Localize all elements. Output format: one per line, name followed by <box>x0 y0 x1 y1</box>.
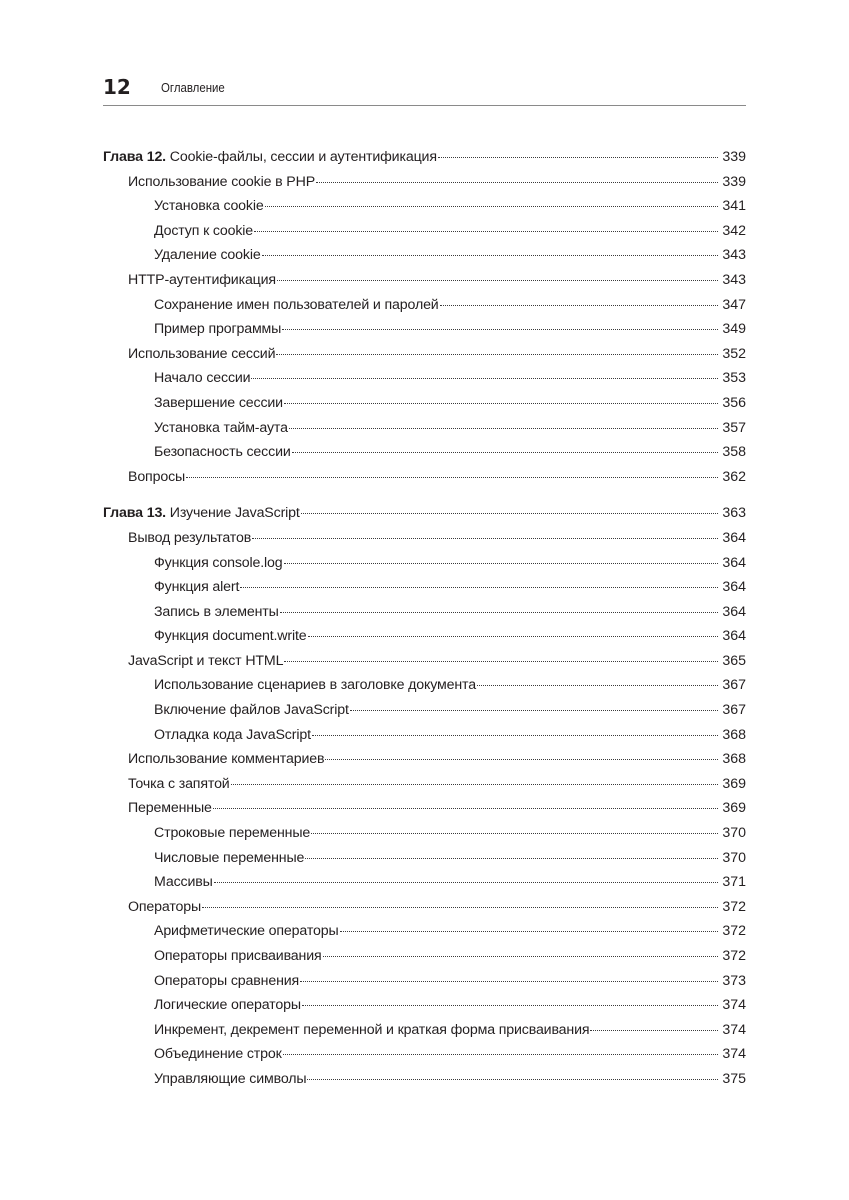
toc-entry-title: Операторы <box>128 898 202 915</box>
toc-section[interactable] <box>103 526 746 551</box>
toc-section[interactable] <box>103 268 746 293</box>
toc-entry-title: Точка с запятой <box>128 775 230 792</box>
toc-entry-title: Безопасность сессии <box>154 444 291 461</box>
dot-leader <box>262 255 718 256</box>
toc-subsection[interactable] <box>103 575 746 600</box>
dot-leader <box>231 784 718 785</box>
toc-entry-title: Установка тайм-аута <box>154 419 288 436</box>
toc-subsection[interactable] <box>103 944 746 969</box>
dot-leader <box>276 354 718 355</box>
toc-subsection[interactable] <box>103 821 746 846</box>
toc-entry-title: Отладка кода JavaScript <box>154 726 311 743</box>
toc-subsection[interactable] <box>103 846 746 871</box>
toc-entry-title: Доступ к cookie <box>154 222 254 239</box>
toc-entry-title: Инкремент, декремент переменной и краткая форма присваивания <box>154 1021 590 1038</box>
toc-entry-title: Массивы <box>154 874 213 891</box>
toc-entry-title: Числовые переменные <box>154 849 305 866</box>
toc-subsection[interactable] <box>103 870 746 895</box>
toc-entry-title: HTTP-аутентификация <box>128 271 276 288</box>
toc-page-number: 343 <box>722 271 746 288</box>
dot-leader <box>213 808 718 809</box>
toc-subsection[interactable] <box>103 698 746 723</box>
toc-page-number: 370 <box>722 825 746 842</box>
toc-page-number: 371 <box>722 874 746 891</box>
dot-leader <box>277 280 718 281</box>
dot-leader <box>252 538 718 539</box>
toc-subsection[interactable] <box>103 673 746 698</box>
toc-page-number: 364 <box>722 554 746 571</box>
toc-page-number: 363 <box>722 505 746 522</box>
toc-page-number: 368 <box>722 726 746 743</box>
toc-page-number: 372 <box>722 948 746 964</box>
toc-entry-title: Арифметические операторы <box>154 923 339 940</box>
toc-subsection[interactable] <box>103 366 746 391</box>
toc-page-number: 353 <box>722 370 746 387</box>
toc-page-number: 370 <box>722 849 746 866</box>
toc-page-number: 364 <box>722 603 746 620</box>
toc-page-number: 342 <box>722 222 746 239</box>
toc-entry-title <box>103 145 437 170</box>
dot-leader <box>289 428 718 429</box>
toc-page-number: 375 <box>722 1070 746 1087</box>
toc-entry-title: Объединение строк <box>154 1046 282 1063</box>
toc-entry-title: Функция document.write <box>154 628 307 645</box>
dot-leader <box>283 1054 718 1055</box>
chapter-title: Изучение JavaScript <box>169 505 300 522</box>
dot-leader <box>312 735 718 736</box>
toc-entry-title: Включение файлов JavaScript <box>154 702 349 719</box>
toc-subsection[interactable] <box>103 919 746 944</box>
toc-page-number: 374 <box>722 1046 746 1063</box>
toc-page-number: 356 <box>722 394 746 411</box>
dot-leader <box>340 931 718 932</box>
toc-page-number: 364 <box>722 628 746 645</box>
toc-chapter <box>103 501 746 1091</box>
toc-subsection[interactable] <box>103 243 746 268</box>
toc-entry-title: JavaScript и текст HTML <box>128 652 284 669</box>
toc-subsection[interactable] <box>103 1042 746 1067</box>
chapter-label: Глава 12. <box>103 149 166 165</box>
toc-entry-title: Операторы сравнения <box>154 972 300 989</box>
toc-page-number: 369 <box>722 800 746 817</box>
toc-section[interactable] <box>103 796 746 821</box>
dot-leader <box>302 1005 718 1006</box>
toc-subsection[interactable] <box>103 293 746 318</box>
toc-chapter <box>103 145 746 489</box>
toc-entry-title: Операторы присваивания <box>154 948 322 964</box>
toc-section[interactable] <box>103 895 746 920</box>
dot-leader <box>311 833 718 834</box>
toc-section[interactable] <box>103 747 746 772</box>
toc-page-number: 367 <box>722 702 746 719</box>
dot-leader <box>292 452 718 453</box>
toc-entry-title: Завершение сессии <box>154 394 283 411</box>
running-title: Оглавление <box>161 80 225 95</box>
dot-leader <box>438 157 718 158</box>
dot-leader <box>316 182 718 183</box>
toc-page-number: 364 <box>722 579 746 596</box>
toc-page-number: 339 <box>722 149 746 165</box>
chapter-label: Глава 13. <box>103 505 166 522</box>
toc-page-number: 349 <box>722 321 746 338</box>
toc-page-number: 372 <box>722 898 746 915</box>
toc-entry-title: Вывод результатов <box>128 529 252 546</box>
toc-entry-title: Использование cookie в PHP <box>128 173 316 190</box>
toc-page-number: 343 <box>722 247 746 264</box>
toc-section[interactable] <box>103 649 746 674</box>
toc-entry-title: Строковые переменные <box>154 825 311 842</box>
dot-leader <box>186 477 718 478</box>
toc-entry-title: Использование сессий <box>128 345 276 362</box>
toc-entry-title <box>103 501 300 526</box>
dot-leader <box>214 882 718 883</box>
header-divider <box>103 105 746 106</box>
toc-subsection[interactable] <box>103 219 746 244</box>
toc-entry-title: Использование сценариев в заголовке документа <box>154 677 476 694</box>
toc-entry-title: Начало сессии <box>154 370 251 387</box>
dot-leader <box>284 403 718 404</box>
table-of-contents <box>103 145 746 1104</box>
toc-subsection[interactable] <box>103 391 746 416</box>
toc-entry-title: Удаление cookie <box>154 247 261 264</box>
toc-entry-title: Пример программы <box>154 321 282 338</box>
dot-leader <box>323 956 718 957</box>
chapter-title: Cookie-файлы, сессии и аутентификация <box>169 149 437 165</box>
toc-subsection[interactable] <box>103 317 746 342</box>
toc-page-number: 373 <box>722 972 746 989</box>
dot-leader <box>590 1030 718 1031</box>
toc-subsection[interactable] <box>103 194 746 219</box>
dot-leader <box>308 636 719 637</box>
toc-page-number: 367 <box>722 677 746 694</box>
dot-leader <box>251 378 718 379</box>
dot-leader <box>440 305 718 306</box>
toc-page-number: 364 <box>722 529 746 546</box>
toc-section[interactable] <box>103 342 746 367</box>
toc-entry-title: Переменные <box>128 800 212 817</box>
toc-page-number: 341 <box>722 198 746 215</box>
dot-leader <box>284 661 718 662</box>
toc-section[interactable] <box>103 170 746 195</box>
toc-page-number: 339 <box>722 173 746 190</box>
toc-subsection[interactable] <box>103 1067 746 1092</box>
toc-subsection[interactable] <box>103 416 746 441</box>
dot-leader <box>202 907 718 908</box>
toc-chapter-heading[interactable] <box>103 501 746 526</box>
toc-section[interactable] <box>103 772 746 797</box>
toc-entry-title: Установка cookie <box>154 198 264 215</box>
dot-leader <box>301 513 718 514</box>
toc-subsection[interactable] <box>103 1018 746 1043</box>
toc-subsection[interactable] <box>103 969 746 994</box>
toc-section[interactable] <box>103 465 746 490</box>
toc-page-number: 368 <box>722 751 746 768</box>
toc-chapter-heading[interactable] <box>103 145 746 170</box>
page-header <box>103 74 746 106</box>
toc-subsection[interactable] <box>103 723 746 748</box>
toc-entry-title: Управляющие символы <box>154 1070 307 1087</box>
toc-page-number: 358 <box>722 444 746 461</box>
dot-leader <box>254 231 718 232</box>
toc-page-number: 369 <box>722 775 746 792</box>
dot-leader <box>282 329 718 330</box>
toc-entry-title: Функция alert <box>154 579 240 596</box>
dot-leader <box>240 587 718 588</box>
toc-page-number: 374 <box>722 997 746 1014</box>
toc-page-number: 347 <box>722 296 746 313</box>
page-number: 12 <box>103 75 131 99</box>
dot-leader <box>305 858 718 859</box>
toc-entry-title: Запись в элементы <box>154 603 279 620</box>
dot-leader <box>325 759 718 760</box>
toc-subsection[interactable] <box>103 600 746 625</box>
dot-leader <box>350 710 718 711</box>
toc-subsection[interactable] <box>103 624 746 649</box>
toc-entry-title: Использование комментариев <box>128 751 325 768</box>
toc-page-number: 352 <box>722 345 746 362</box>
toc-subsection[interactable] <box>103 551 746 576</box>
toc-entry-title: Логические операторы <box>154 997 301 1014</box>
toc-page-number: 362 <box>722 468 746 485</box>
toc-entry-title: Сохранение имен пользователей и паролей <box>154 296 439 313</box>
dot-leader <box>477 685 718 686</box>
toc-entry-title: Функция console.log <box>154 554 283 571</box>
toc-subsection[interactable] <box>103 440 746 465</box>
dot-leader <box>265 206 718 207</box>
dot-leader <box>307 1079 718 1080</box>
toc-page-number: 372 <box>722 923 746 940</box>
toc-page-number: 365 <box>722 652 746 669</box>
toc-entry-title: Вопросы <box>128 468 186 485</box>
toc-subsection[interactable] <box>103 993 746 1018</box>
dot-leader <box>300 981 718 982</box>
toc-page-number: 357 <box>722 419 746 436</box>
dot-leader <box>280 612 718 613</box>
dot-leader <box>284 563 718 564</box>
toc-page-number: 374 <box>722 1021 746 1038</box>
